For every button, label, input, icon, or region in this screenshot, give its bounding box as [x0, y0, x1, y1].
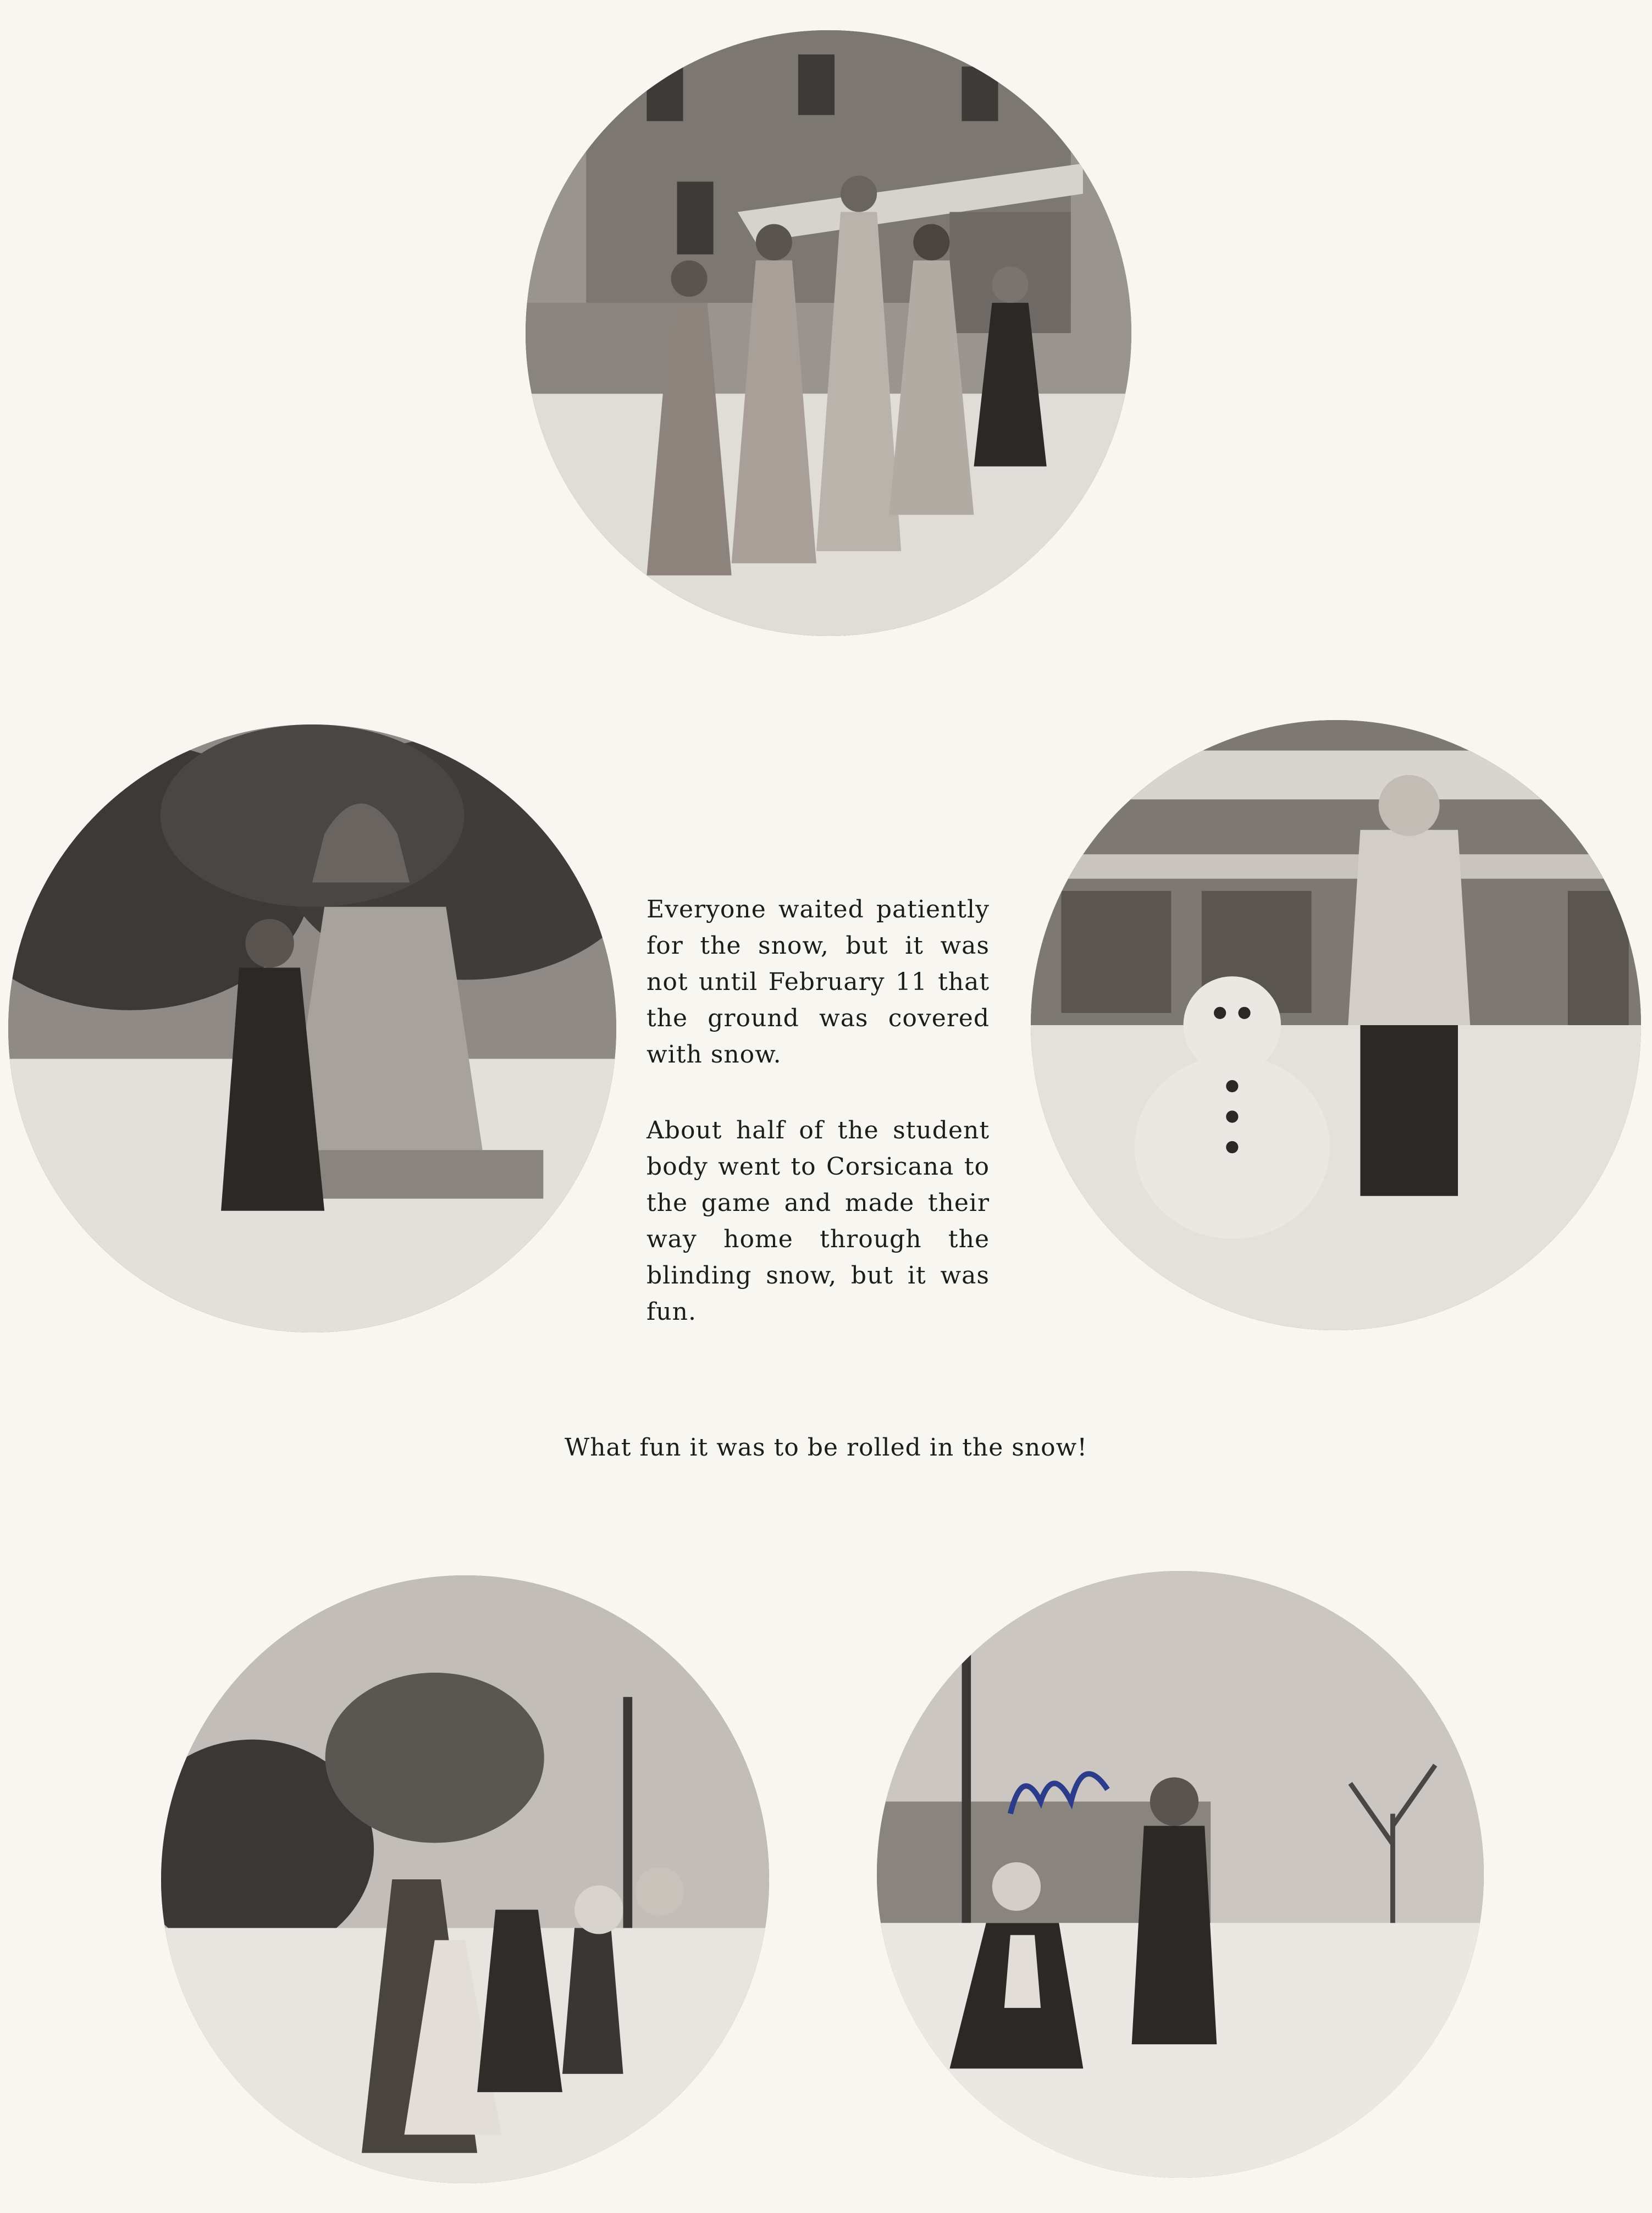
photo-student-at-bell-image — [8, 724, 616, 1332]
photo-students-at-entrance — [526, 30, 1131, 636]
photo-students-rolling-in-snow — [161, 1575, 769, 2183]
photo-caption: What fun it was to be rolled in the snow! — [564, 1434, 1087, 1462]
photo-students-rolling-in-snow-image — [161, 1575, 769, 2183]
paragraph-snow-arrival: Everyone waited patiently for the snow, but it was not until February 11 that the ground was covered with snow. — [647, 895, 990, 1069]
photo-two-students-in-snow-image — [877, 1571, 1484, 2178]
photo-student-at-bell — [8, 724, 616, 1332]
photo-students-at-entrance-image — [526, 30, 1131, 636]
photo-two-students-in-snow — [877, 1571, 1484, 2178]
paragraph-corsicana-trip: About half of the student body went to Corsicana to the game and made their way home through the blinding snow, but it was fun. — [647, 1116, 990, 1326]
photo-student-with-snowman — [1031, 720, 1641, 1330]
photo-student-with-snowman-image — [1031, 720, 1641, 1330]
